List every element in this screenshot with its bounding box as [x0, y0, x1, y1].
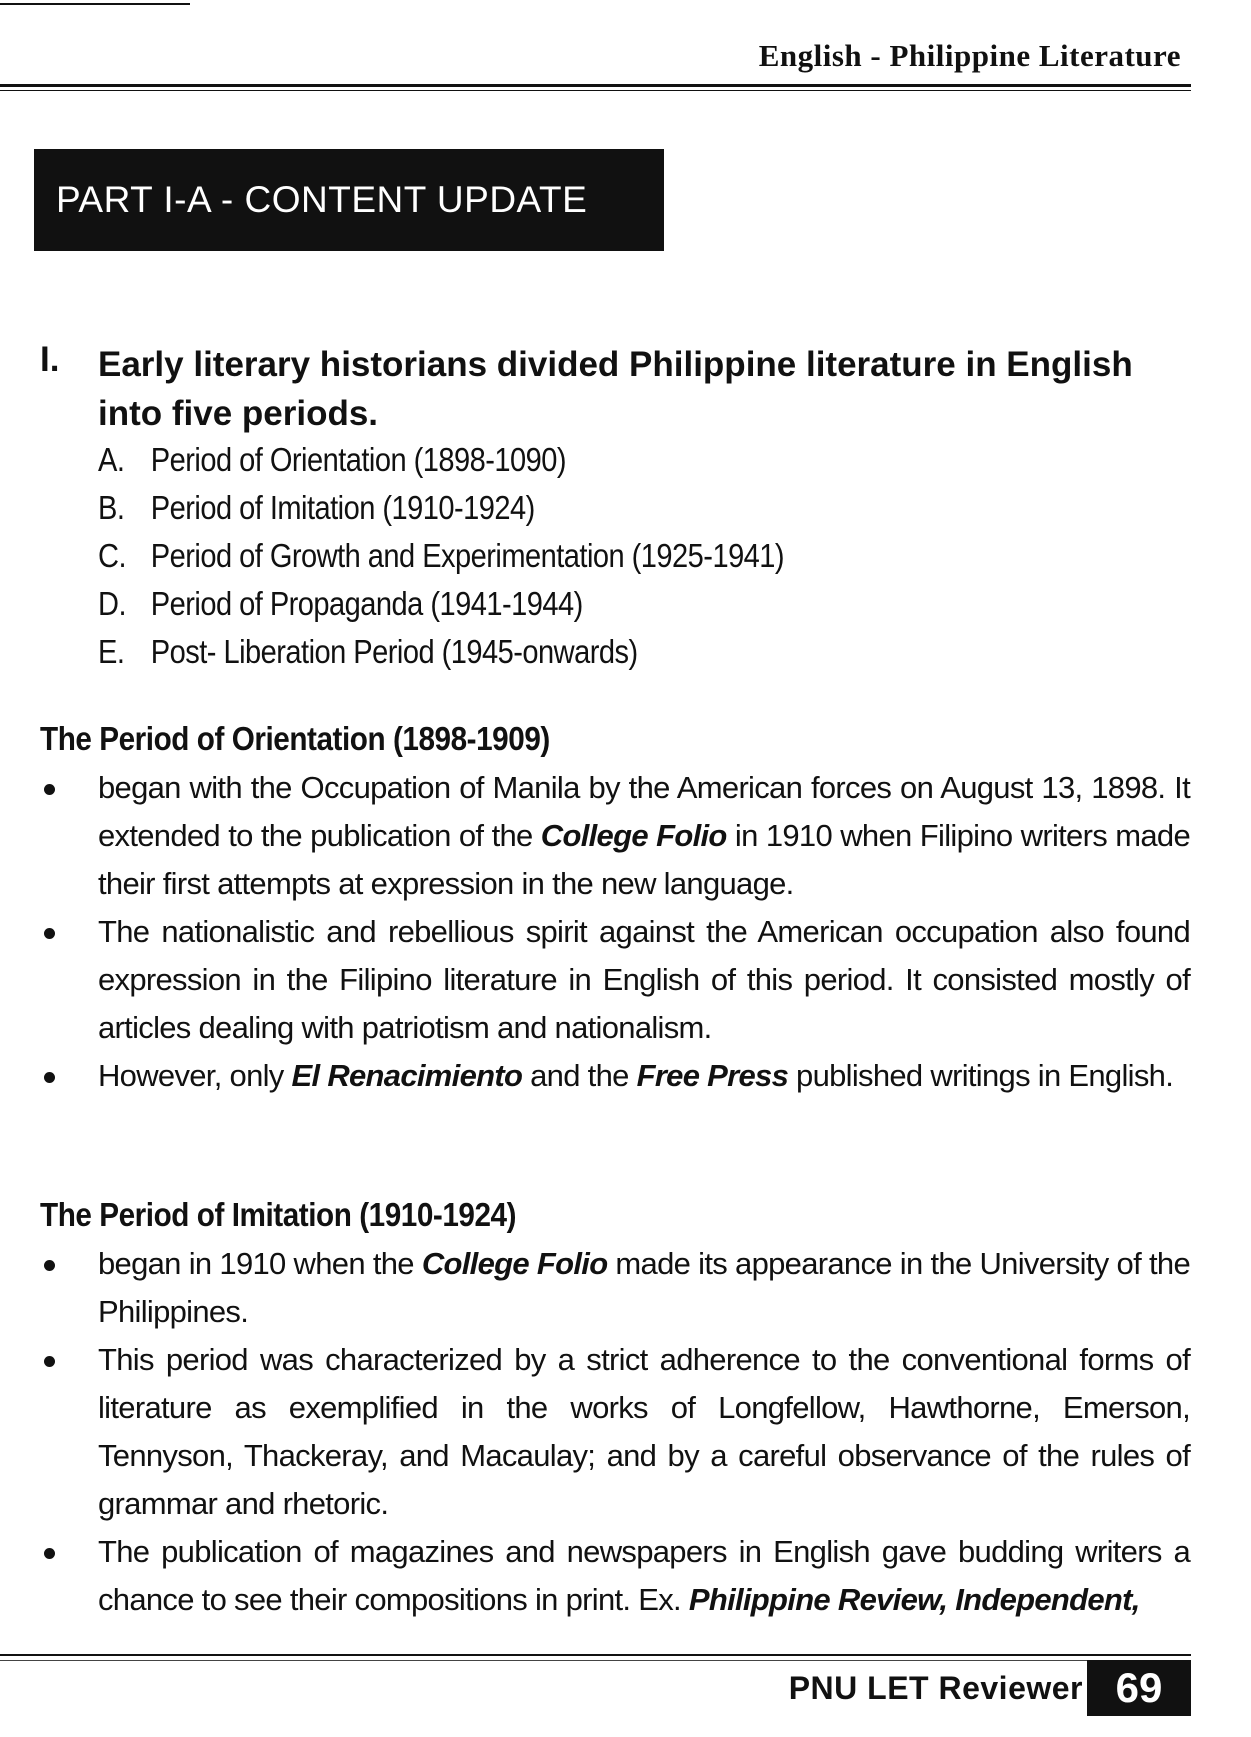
- period-letter: D.: [98, 585, 126, 622]
- page-number: 69: [1087, 1660, 1191, 1716]
- bullet-text: began in 1910 when the: [98, 1246, 422, 1281]
- bullet-text: in 1910 when Filipino writers made their first attempts at expression in the new language.: [98, 818, 1190, 901]
- period-letter: E.: [98, 633, 125, 670]
- publication-title: College Folio: [540, 818, 727, 853]
- period-item: [98, 436, 784, 484]
- bullet-text: However, only: [98, 1058, 292, 1093]
- period-letter: C.: [98, 537, 126, 574]
- bullet-text: published writings in English.: [788, 1058, 1174, 1093]
- publication-title: College Folio: [421, 1246, 608, 1281]
- running-header: English - Philippine Literature: [758, 38, 1181, 73]
- bullet-item: [40, 1336, 1190, 1528]
- publication-title: El Renacimiento: [291, 1058, 523, 1093]
- period-text: Post- Liberation Period (1945-onwards): [150, 633, 638, 670]
- publication-title: Free Press: [636, 1058, 789, 1093]
- header-rule: [0, 84, 1191, 87]
- section-heading: [40, 340, 1190, 438]
- header-rule-thin: [0, 90, 1191, 91]
- period-text: Period of Growth and Experimentation (1925-1941): [150, 537, 785, 574]
- footer-rule-thin: [0, 1660, 1191, 1661]
- top-corner-line: [0, 3, 190, 5]
- section-heading-text: Early literary historians divided Philippine literature in English into five periods.: [98, 345, 1133, 433]
- bullet-item: [40, 908, 1190, 1052]
- publication-title: Philippine Review, Independent,: [688, 1582, 1140, 1617]
- bullet-item: [40, 1240, 1190, 1336]
- footer-rule: [0, 1654, 1191, 1656]
- bullet-item: [40, 1528, 1190, 1624]
- period-text: Period of Propaganda (1941-1944): [150, 585, 583, 622]
- imitation-heading: The Period of Imitation (1910-1924): [40, 1196, 517, 1233]
- bullet-text: began with the Occupation of Manila by the American forces on August 13, 1898. It extended to the publication of the: [98, 770, 1190, 853]
- period-list: [98, 436, 878, 676]
- period-text: Period of Imitation (1910-1924): [150, 489, 535, 526]
- section-number: I.: [40, 340, 60, 379]
- bullet-text: The publication of magazines and newspapers in English gave budding writers a chance to see their compositions in print. Ex.: [98, 1534, 1190, 1617]
- period-text: Period of Orientation (1898-1090): [150, 441, 567, 478]
- period-letter: A.: [98, 441, 125, 478]
- bullet-item: [40, 1052, 1190, 1100]
- period-item: [98, 484, 784, 532]
- period-item: [98, 532, 784, 580]
- bullet-text: This period was characterized by a strict adherence to the conventional forms of literature as exemplified in the works of Longfellow, Hawthorne, Emerson, Tennyson, Thackeray, and Macaulay; and by a careful observance of the rules of grammar and rhetoric.: [98, 1342, 1190, 1521]
- footer-label: PNU LET Reviewer: [788, 1670, 1083, 1706]
- period-item: [98, 628, 784, 676]
- orientation-heading: The Period of Orientation (1898-1909): [40, 720, 550, 757]
- period-item: [98, 580, 784, 628]
- period-letter: B.: [98, 489, 125, 526]
- orientation-bullets: [40, 764, 1190, 1100]
- bullet-item: [40, 764, 1190, 908]
- bullet-text: The nationalistic and rebellious spirit against the American occupation also found expression in the Filipino literature in English of this period. It consisted mostly of articles dealing with patriotism and nationalism.: [98, 914, 1190, 1045]
- part-banner: PART I-A - CONTENT UPDATE: [34, 149, 664, 251]
- bullet-text: and the: [522, 1058, 637, 1093]
- imitation-bullets: [40, 1240, 1190, 1624]
- bullet-text: made its appearance in the University of the Philippines.: [98, 1246, 1190, 1329]
